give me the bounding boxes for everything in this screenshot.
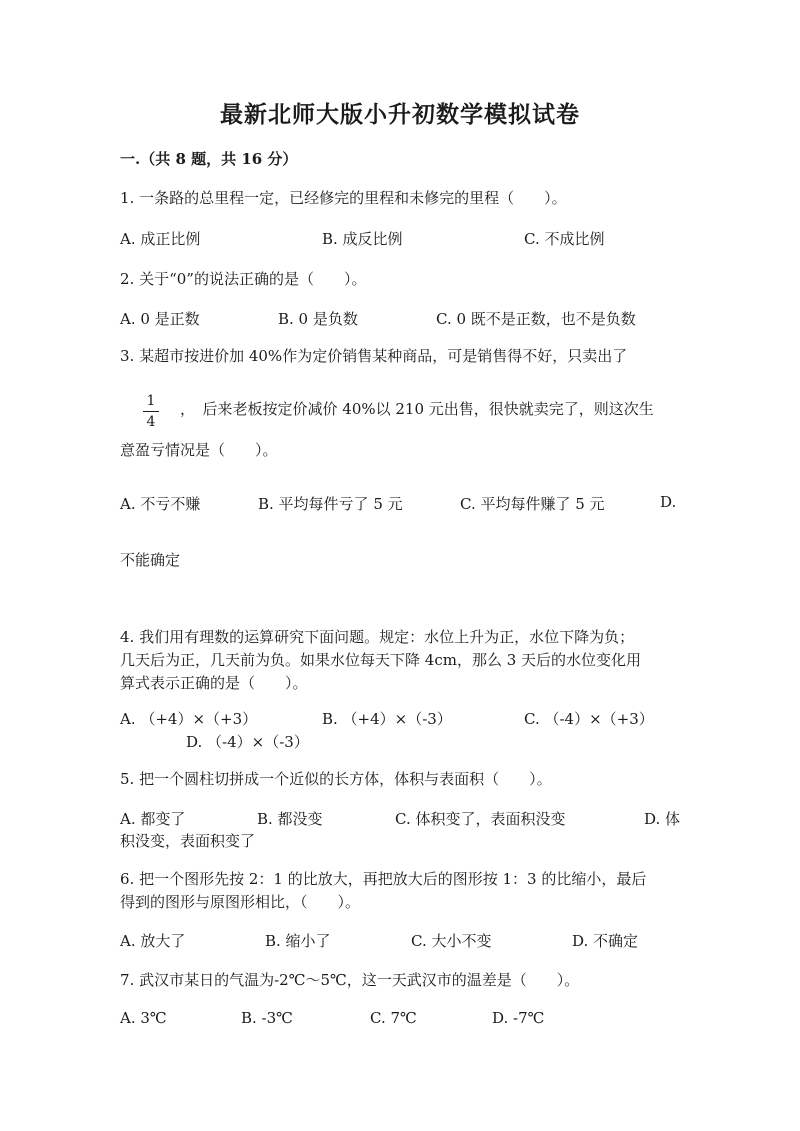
q3-option-d-text[interactable]: 不能确定 bbox=[120, 551, 181, 569]
question-3-text-line-1: 3. 某超市按进价加 40%作为定价销售某种商品，可是销售得不好，只卖出了 bbox=[120, 347, 628, 365]
fraction-denominator: 4 bbox=[146, 414, 156, 430]
question-6-text-line-2: 得到的图形与原图形相比，（ ）。 bbox=[120, 893, 361, 911]
question-4-text-line-3: 算式表示正确的是（ ）。 bbox=[120, 674, 308, 692]
q1-option-c[interactable]: C. 不成比例 bbox=[524, 230, 605, 248]
q6-option-b[interactable]: B. 缩小了 bbox=[265, 932, 331, 950]
q2-option-c[interactable]: C. 0 既不是正数，也不是负数 bbox=[436, 310, 636, 328]
q1-option-b[interactable]: B. 成反比例 bbox=[322, 230, 403, 248]
question-6-text-line-1: 6. 把一个图形先按 2：1 的比放大，再把放大后的图形按 1：3 的比缩小，最后 bbox=[120, 870, 647, 888]
q7-option-b[interactable]: B. -3℃ bbox=[241, 1009, 293, 1027]
question-3-text-line-2: ， 后来老板按定价减价 40%以 210 元出售，很快就卖完了，则这次生 bbox=[180, 400, 654, 418]
question-3-text-line-3: 意盈亏情况是（ ）。 bbox=[120, 441, 278, 459]
question-4-text-line-1: 4. 我们用有理数的运算研究下面问题。规定：水位上升为正，水位下降为负； bbox=[120, 628, 635, 646]
q2-option-b[interactable]: B. 0 是负数 bbox=[278, 310, 358, 328]
q5-option-b[interactable]: B. 都没变 bbox=[257, 810, 323, 828]
q5-option-d-text[interactable]: 积没变，表面积变了 bbox=[120, 832, 256, 850]
question-1-text: 1. 一条路的总里程一定，已经修完的里程和未修完的里程（ ）。 bbox=[120, 189, 567, 207]
q2-option-a[interactable]: A. 0 是正数 bbox=[120, 310, 200, 328]
q3-option-a[interactable]: A. 不亏不赚 bbox=[120, 495, 201, 513]
q3-option-b[interactable]: B. 平均每件亏了 5 元 bbox=[258, 495, 403, 513]
question-4-text-line-2: 几天后为正，几天前为负。如果水位每天下降 4cm，那么 3 天后的水位变化用 bbox=[120, 651, 642, 669]
fraction-one-quarter bbox=[143, 392, 159, 431]
q4-option-d[interactable]: D. （-4）×（-3） bbox=[186, 733, 309, 751]
q4-option-a[interactable]: A. （+4）×（+3） bbox=[120, 710, 258, 728]
question-5-text: 5. 把一个圆柱切拼成一个近似的长方体，体积与表面积（ ）。 bbox=[120, 770, 552, 788]
section-header: 一.（共 8 题，共 16 分） bbox=[120, 150, 298, 168]
q7-option-c[interactable]: C. 7℃ bbox=[370, 1009, 417, 1027]
page-title: 最新北师大版小升初数学模拟试卷 bbox=[220, 101, 580, 128]
q6-option-c[interactable]: C. 大小不变 bbox=[411, 932, 492, 950]
question-7-text: 7. 武汉市某日的气温为-2℃～5℃，这一天武汉市的温差是（ ）。 bbox=[120, 971, 580, 989]
fraction-bar bbox=[143, 411, 159, 412]
q4-option-c[interactable]: C. （-4）×（+3） bbox=[524, 710, 654, 728]
q5-option-a[interactable]: A. 都变了 bbox=[120, 810, 186, 828]
q3-option-c[interactable]: C. 平均每件赚了 5 元 bbox=[460, 495, 605, 513]
q1-option-a[interactable]: A. 成正比例 bbox=[120, 230, 201, 248]
q5-option-c[interactable]: C. 体积变了，表面积没变 bbox=[395, 810, 566, 828]
q7-option-a[interactable]: A. 3℃ bbox=[120, 1009, 167, 1027]
q7-option-d[interactable]: D. -7℃ bbox=[492, 1009, 545, 1027]
q5-option-d-label[interactable]: D. 体 bbox=[644, 810, 681, 828]
q4-option-b[interactable]: B. （+4）×（-3） bbox=[322, 710, 452, 728]
q3-option-d-label[interactable]: D. bbox=[660, 493, 677, 511]
question-2-text: 2. 关于“0”的说法正确的是（ ）。 bbox=[120, 270, 367, 288]
q6-option-d[interactable]: D. 不确定 bbox=[572, 932, 639, 950]
fraction-numerator: 1 bbox=[146, 393, 156, 409]
q6-option-a[interactable]: A. 放大了 bbox=[120, 932, 186, 950]
